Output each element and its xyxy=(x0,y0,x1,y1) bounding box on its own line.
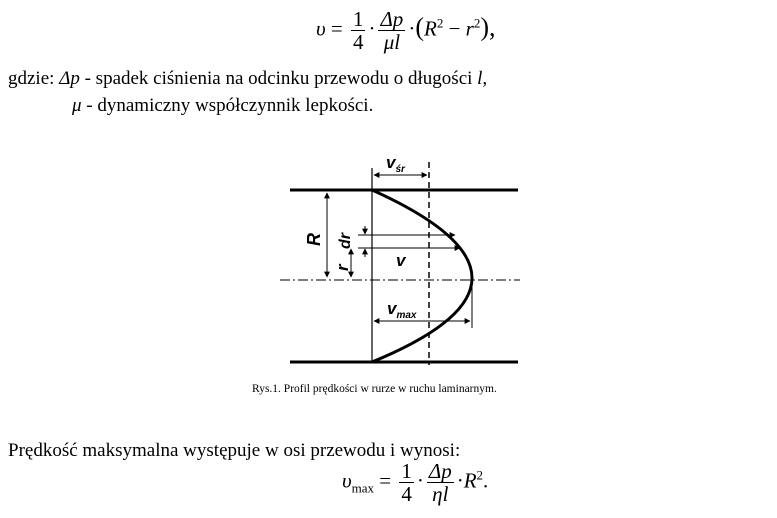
legend-symbol-pressure: Δp xyxy=(59,68,80,89)
velocity-label: v xyxy=(396,251,406,270)
legend-desc-viscosity: - dynamiczny współczynnik lepkości. xyxy=(81,95,374,116)
formula2-fraction-pressure: $\frac{\Delta p}{\eta l}$ xyxy=(428,459,452,507)
legend-desc-pressure: - spadek ciśnienia na odcinku przewodu o długości xyxy=(79,68,478,89)
formula-fraction-quarter: $\frac{1}{4}$ xyxy=(352,7,364,55)
legend-symbol-viscosity: μ xyxy=(72,95,82,116)
dr-label: dr xyxy=(337,233,354,249)
max-velocity-label: $v_{max}$ xyxy=(387,299,417,321)
formula-velocity: υ = $\frac{1}{4}$ · $\frac{\Delta p}{\mu l}$ $\cdot(R^2 - r^2)$, xyxy=(316,7,496,55)
formula-equals: = xyxy=(330,16,343,41)
legend-intro: gdzie: xyxy=(8,68,55,89)
velocity-parabola xyxy=(372,190,472,362)
formula-lhs: υ xyxy=(316,16,326,41)
legend-line-pressure: gdzie: Δp - spadek ciśnienia na odcinku przewodu o długości l, xyxy=(8,68,488,89)
formula-fraction-pressure: $\frac{\Delta p}{\mu l}$ xyxy=(380,7,404,55)
local-radius-label: r xyxy=(333,264,352,271)
radius-label: R xyxy=(304,233,324,246)
formula-max-velocity: $\upsilon_{max}$ = $\frac{1}{4}$ · $\frac{\Delta p}{\eta l}$ $\cdot R^2$. xyxy=(342,459,489,507)
figure-caption: Rys.1. Profil prędkości w rurze w ruchu laminarnym. xyxy=(252,383,497,395)
formula2-fraction-quarter: $\frac{1}{4}$ xyxy=(401,459,412,507)
mean-velocity-label: $v_{śr}$ xyxy=(386,153,405,175)
paragraph-max-velocity: Prędkość maksymalna występuje w osi przewodu i wynosi: xyxy=(8,440,461,461)
formula2-lhs: υ xyxy=(342,468,352,493)
